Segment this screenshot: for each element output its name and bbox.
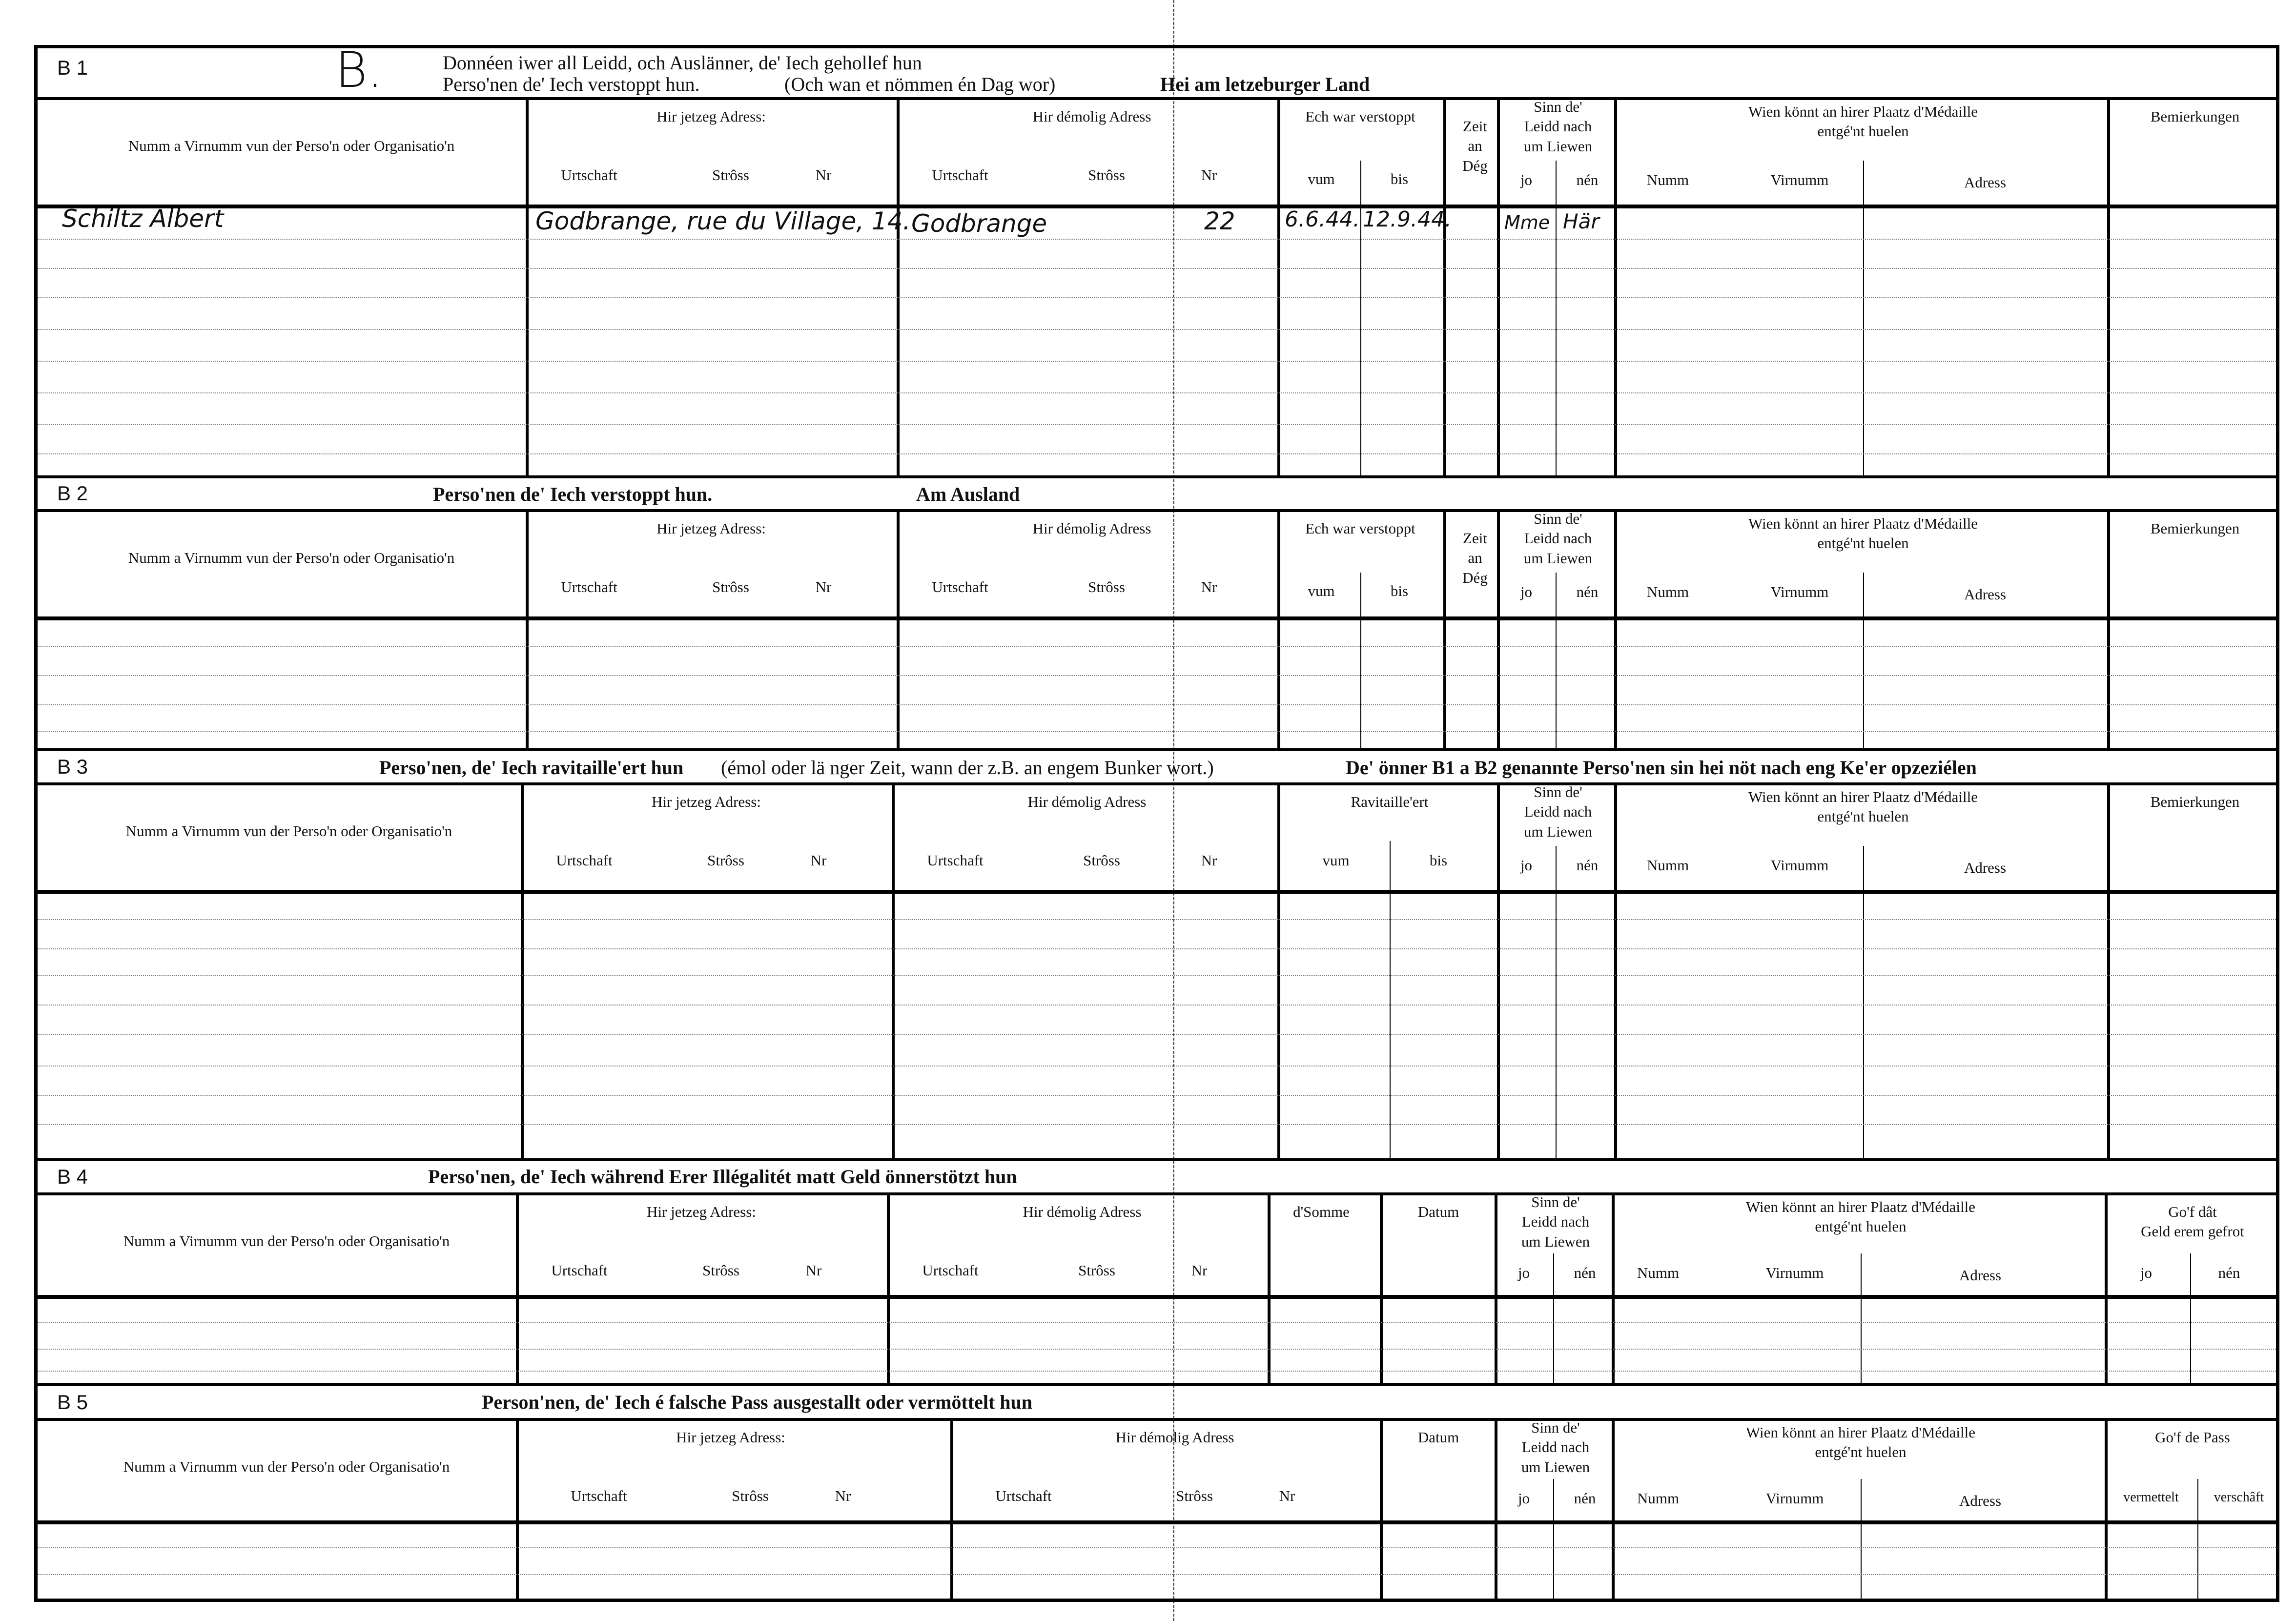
col-hidden: Ech war verstoppt <box>1305 520 1415 537</box>
col-from: vum <box>1322 852 1350 869</box>
col-no: nén <box>1576 583 1599 600</box>
section-header <box>38 1161 2276 1195</box>
section-header <box>38 751 2276 785</box>
col-meaning: Sinn de' Leidd nach um Liewen <box>1523 783 1593 840</box>
data-rows <box>38 1295 2276 1386</box>
column-header <box>38 1192 2276 1299</box>
col-current-address: Hir jetzeg Adress: <box>656 520 766 537</box>
col-stross: Strôss <box>712 166 749 184</box>
col-yes: jo <box>1520 857 1533 874</box>
col-virnumm: Virnumm <box>1765 1264 1824 1281</box>
section-title: Perso'nen de' Iech verstoppt hun. <box>433 483 713 505</box>
entry-to: 12.9.44. <box>1363 207 1452 232</box>
col-numm: Numm <box>1646 857 1689 874</box>
column-header <box>38 1418 2276 1524</box>
section-b5 <box>38 1387 2276 1601</box>
col-meaning: Sinn de' Leidd nach um Liewen <box>1521 1419 1590 1476</box>
data-rows <box>38 1520 2276 1599</box>
col-medal: Wien könnt an hirer Plaatz d'Médaille entgé'nt huelen <box>1748 103 1978 140</box>
section-title-instruction: De' önner B1 a B2 genannte Perso'nen sin hei nöt nach eng Ke'er opzeziélen <box>1346 757 1977 779</box>
col-arranged: vermettelt <box>2123 1490 2179 1505</box>
col-nr: Nr <box>810 852 827 869</box>
col-virnumm: Virnumm <box>1765 1490 1824 1507</box>
col-numm: Numm <box>1637 1490 1680 1507</box>
col-stross: Strôss <box>1088 578 1125 595</box>
col-stross: Strôss <box>1083 852 1120 869</box>
section-title: Perso'nen, de' Iech während Erer Illégalitét matt Geld önnerstötzt hun <box>428 1166 1017 1188</box>
col-nr: Nr <box>815 578 832 595</box>
entry-current-address: Godbrange, rue du Village, 14. <box>535 207 911 235</box>
col-no: nén <box>1576 171 1599 188</box>
col-urtschaft: Urtschaft <box>556 852 613 869</box>
col-hidden: Ech war verstoppt <box>1305 108 1415 125</box>
entry-no: Här <box>1563 209 1599 233</box>
col-urtschaft: Urtschaft <box>561 166 617 184</box>
col-urtschaft: Urtschaft <box>551 1262 608 1279</box>
section-title-note: (Och wan et nömmen én Dag wor) <box>784 73 1056 95</box>
column-header <box>38 782 2276 894</box>
col-urtschaft: Urtschaft <box>932 578 988 595</box>
col-medal: Wien könnt an hirer Plaatz d'Médaille entgé'nt huelen <box>1748 515 1978 552</box>
col-urtschaft: Urtschaft <box>927 852 984 869</box>
col-numm: Numm <box>1646 171 1689 188</box>
col-remarks: Bemierkungen <box>2150 793 2240 810</box>
col-virnumm: Virnumm <box>1770 857 1829 874</box>
section-header <box>38 1387 2276 1421</box>
col-virnumm: Virnumm <box>1770 583 1829 600</box>
col-time: Zeit an Dég <box>1462 530 1488 586</box>
section-b4 <box>38 1161 2276 1387</box>
col-nr: Nr <box>1201 578 1217 595</box>
col-nr: Nr <box>1279 1487 1295 1504</box>
col-stross: Strôss <box>1176 1487 1213 1504</box>
col-pass-given: Go'f de Pass <box>2155 1429 2230 1446</box>
col-urtschaft: Urtschaft <box>932 166 988 184</box>
form-letter: B. <box>335 41 383 99</box>
col-amount: d'Somme <box>1293 1203 1350 1220</box>
col-stross: Strôss <box>732 1487 769 1504</box>
section-title-place: Hei am letzeburger Land <box>1160 73 1370 95</box>
section-title-place: Am Ausland <box>916 483 1020 505</box>
col-provided: verschâft <box>2214 1490 2264 1505</box>
section-code: B 4 <box>57 1165 88 1188</box>
col-medal: Wien könnt an hirer Plaatz d'Médaille entgé'nt huelen <box>1745 1424 1976 1461</box>
section-b3 <box>38 751 2276 1161</box>
col-urtschaft: Urtschaft <box>561 578 617 595</box>
col-meaning: Sinn de' Leidd nach um Liewen <box>1523 98 1593 155</box>
section-b1 <box>38 41 2276 478</box>
col-stross: Strôss <box>1088 166 1125 184</box>
col-current-address: Hir jetzeg Adress: <box>652 793 761 810</box>
col-current-address: Hir jetzeg Adress: <box>656 108 766 125</box>
col-yes: jo <box>1520 171 1533 188</box>
col-adress: Adress <box>1964 859 2007 876</box>
col-supplied: Ravitaille'ert <box>1351 793 1429 810</box>
section-code: B 5 <box>57 1391 88 1414</box>
col-urtschaft: Urtschaft <box>995 1487 1052 1504</box>
entry-name: Schiltz Albert <box>62 205 224 233</box>
col-remarks: Bemierkungen <box>2150 520 2240 537</box>
col-nr: Nr <box>1201 852 1217 869</box>
col-time: Zeit an Dég <box>1462 118 1488 174</box>
entry-from: 6.6.44. <box>1285 207 1360 232</box>
col-to: bis <box>1429 852 1448 869</box>
section-header <box>38 41 2276 100</box>
col-name: Numm a Virnumm vun der Perso'n oder Organisatio'n <box>123 1232 450 1250</box>
col-date: Datum <box>1417 1429 1459 1446</box>
section-header <box>38 478 2276 512</box>
col-yes: jo <box>1517 1490 1530 1507</box>
col-yes: jo <box>1517 1264 1530 1281</box>
col-virnumm: Virnumm <box>1770 171 1829 188</box>
col-adress: Adress <box>1964 586 2007 603</box>
col-money-returned: Go'f dât Geld erem gefrot <box>2141 1203 2244 1240</box>
col-numm: Numm <box>1637 1264 1680 1281</box>
entry-yes: Mme <box>1504 212 1550 233</box>
col-stross: Strôss <box>1078 1262 1115 1279</box>
col-former-address: Hir démolig Adress <box>1032 108 1151 125</box>
column-header <box>38 97 2276 208</box>
col-yes: jo <box>1520 583 1533 600</box>
col-numm: Numm <box>1646 583 1689 600</box>
section-title-note: (émol oder lä nger Zeit, wann der z.B. an engem Bunker wort.) <box>721 757 1214 779</box>
col-stross: Strôss <box>702 1262 739 1279</box>
col-nr: Nr <box>815 166 832 184</box>
col-nr: Nr <box>805 1262 822 1279</box>
col-date: Datum <box>1417 1203 1459 1220</box>
col-adress: Adress <box>1959 1267 2002 1284</box>
col-stross: Strôss <box>707 852 744 869</box>
col-medal: Wien könnt an hirer Plaatz d'Médaille entgé'nt huelen <box>1748 788 1978 825</box>
col-nr: Nr <box>1201 166 1217 184</box>
data-rows <box>38 616 2276 751</box>
col-no: nén <box>1574 1490 1596 1507</box>
col-adress: Adress <box>1959 1492 2002 1509</box>
col-from: vum <box>1308 582 1335 599</box>
col-former-address: Hir démolig Adress <box>1115 1429 1234 1446</box>
col-yes: jo <box>2140 1264 2152 1281</box>
col-to: bis <box>1390 582 1409 599</box>
col-nr: Nr <box>1191 1262 1208 1279</box>
col-meaning: Sinn de' Leidd nach um Liewen <box>1523 510 1593 567</box>
section-title-line1: Donnéen iwer all Leidd, och Auslänner, de' Iech gehollef hun <box>443 52 922 74</box>
col-adress: Adress <box>1964 174 2007 191</box>
form-page <box>34 41 2279 1602</box>
col-medal: Wien könnt an hirer Plaatz d'Médaille entgé'nt huelen <box>1745 1198 1976 1235</box>
data-rows <box>38 205 2276 478</box>
section-code: B 1 <box>57 56 88 79</box>
col-urtschaft: Urtschaft <box>571 1487 627 1504</box>
col-current-address: Hir jetzeg Adress: <box>676 1429 785 1446</box>
column-header <box>38 509 2276 620</box>
col-urtschaft: Urtschaft <box>922 1262 979 1279</box>
entry-former-place: Godbrange <box>911 209 1047 238</box>
col-name: Numm a Virnumm vun der Perso'n oder Organisatio'n <box>128 137 455 154</box>
data-rows <box>38 890 2276 1161</box>
section-code: B 2 <box>57 482 88 505</box>
section-b2 <box>38 478 2276 751</box>
entry-former-nr: 22 <box>1204 207 1235 235</box>
col-former-address: Hir démolig Adress <box>1032 520 1151 537</box>
col-former-address: Hir démolig Adress <box>1023 1203 1142 1220</box>
col-stross: Strôss <box>712 578 749 595</box>
col-from: vum <box>1308 170 1335 187</box>
col-meaning: Sinn de' Leidd nach um Liewen <box>1521 1193 1590 1250</box>
col-current-address: Hir jetzeg Adress: <box>647 1203 756 1220</box>
section-title: Perso'nen, de' Iech ravitaille'ert hun <box>379 757 684 779</box>
col-nr: Nr <box>835 1487 851 1504</box>
section-title: Person'nen, de' Iech é falsche Pass ausgestallt oder vermöttelt hun <box>482 1391 1033 1413</box>
col-name: Numm a Virnumm vun der Perso'n oder Organisatio'n <box>128 549 455 566</box>
section-title-line2: Perso'nen de' Iech verstoppt hun. <box>443 73 700 95</box>
col-no: nén <box>1576 857 1599 874</box>
col-no: nén <box>2218 1264 2240 1281</box>
col-remarks: Bemierkungen <box>2150 108 2240 125</box>
col-name: Numm a Virnumm vun der Perso'n oder Organisatio'n <box>125 822 452 840</box>
col-to: bis <box>1390 170 1409 187</box>
section-code: B 3 <box>57 755 88 778</box>
col-name: Numm a Virnumm vun der Perso'n oder Organisatio'n <box>123 1458 450 1475</box>
col-no: nén <box>1574 1264 1596 1281</box>
col-former-address: Hir démolig Adress <box>1027 793 1147 810</box>
